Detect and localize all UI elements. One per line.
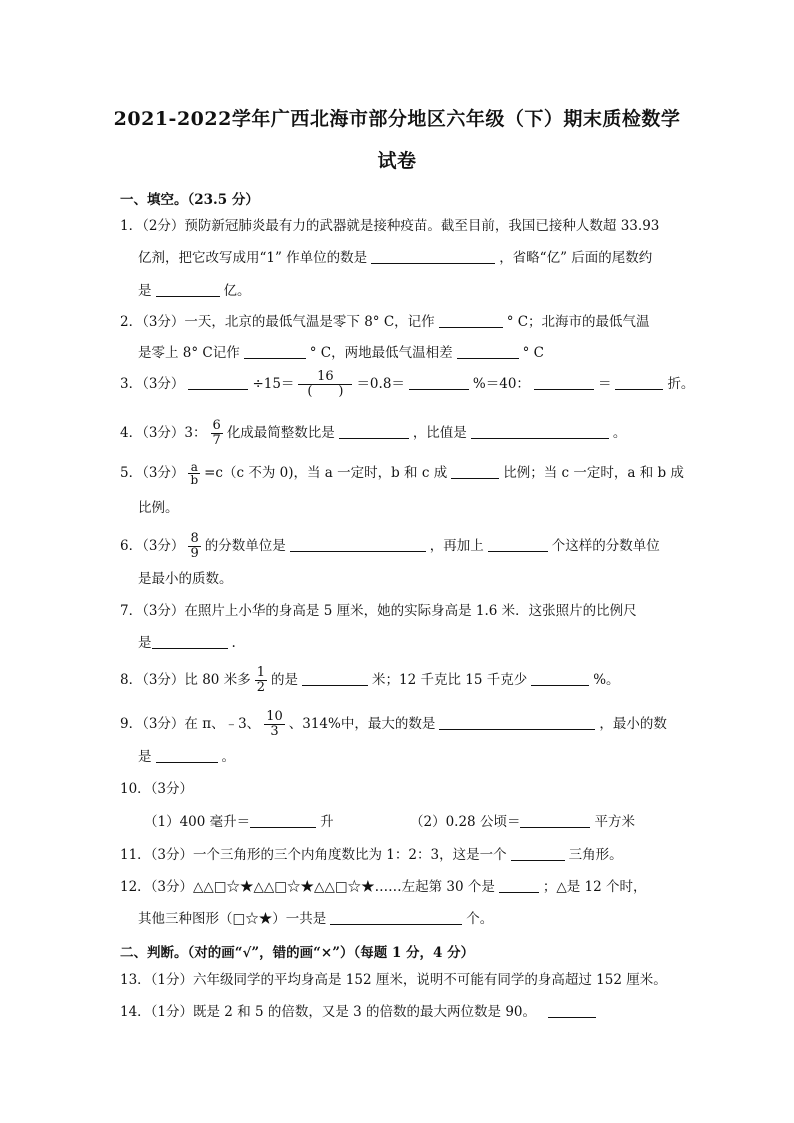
exam-title: 2021-2022学年广西北海市部分地区六年级（下）期末质检数学	[113, 108, 681, 130]
question-6-line-1: 6．（3分） $\frac{8}{9}$ 的分数单位是 ，再加上 个这样的分数单位	[120, 531, 660, 561]
fraction: $\frac{16}{( )}$	[298, 370, 352, 399]
answer-blank[interactable]	[451, 464, 499, 479]
fraction: $\frac{1}{2}$	[256, 665, 265, 695]
question-7-line-2: 是 .	[138, 635, 236, 651]
question-7-line-1: 7．（3分）在照片上小华的身高是 5 厘米，她的实际身高是 1.6 米．这张照片的比例尺	[120, 603, 637, 619]
answer-blank[interactable]	[488, 537, 548, 552]
answer-blank[interactable]	[371, 249, 495, 264]
answer-blank[interactable]	[615, 375, 663, 390]
answer-blank[interactable]	[156, 748, 218, 763]
fraction: $\frac{8}{9}$	[190, 531, 199, 561]
section-heading-fill-in: 一、填空。（23.5 分）	[120, 192, 259, 208]
answer-blank[interactable]	[511, 846, 565, 861]
answer-blank[interactable]	[250, 813, 316, 828]
answer-blank[interactable]	[330, 910, 462, 925]
question-1-line-3: 是 亿。	[138, 283, 251, 299]
question-11: 11．（3分）一个三角形的三个内角度数比为 1：2：3，这是一个 三角形。	[120, 847, 623, 863]
fraction: $\frac{a}{b}$	[190, 460, 199, 487]
answer-blank[interactable]	[409, 375, 469, 390]
question-10: 10．（3分）	[120, 781, 194, 797]
answer-blank[interactable]	[290, 537, 426, 552]
section-heading-true-false: 二、判断。（对的画“√”，错的画“×”）（每题 1 分，4 分）	[120, 945, 475, 961]
answer-blank[interactable]	[548, 1003, 596, 1018]
answer-blank[interactable]	[188, 375, 248, 390]
question-1-line-1: 1．（2分）预防新冠肺炎最有力的武器就是接种疫苗。截至目前，我国已接种人数超 33.93	[120, 218, 660, 234]
answer-blank[interactable]	[156, 282, 220, 297]
answer-blank[interactable]	[152, 634, 228, 649]
question-10-part-2: （2）0.28 公顷＝ 平方米	[410, 814, 635, 830]
answer-blank[interactable]	[457, 344, 519, 359]
question-5-line-2: 比例。	[138, 500, 179, 516]
exam-title-line2: 试卷	[377, 150, 417, 172]
answer-blank[interactable]	[439, 313, 503, 328]
fraction: $\frac{10}{3}$	[266, 709, 283, 739]
question-10-part-1: （1）400 毫升＝ 升	[144, 814, 334, 830]
question-4: 4．（3分）3： $\frac{6}{7}$ 化成最简整数比是 ，比值是 。	[120, 418, 627, 448]
answer-blank[interactable]	[531, 671, 589, 686]
question-6-line-2: 是最小的质数。	[138, 571, 233, 587]
question-2-line-1: 2．（3分）一天，北京的最低气温是零下 8° C，记作 ° C；北海市的最低气温	[120, 314, 650, 330]
answer-blank[interactable]	[439, 715, 595, 730]
question-13: 13．（1分）六年级同学的平均身高是 152 厘米，说明不可能有同学的身高超过 152 厘米。	[120, 972, 667, 988]
answer-blank[interactable]	[520, 813, 590, 828]
answer-blank[interactable]	[471, 424, 609, 439]
question-1-line-2: 亿剂，把它改写成用“1” 作单位的数是 ，省略“亿” 后面的尾数约	[138, 250, 653, 266]
question-5-line-1: 5．（3分） $\frac{a}{b}$ =c（c 不为 0)，当 a 一定时，b 和 c 成 比例；当 c 一定时，a 和 b 成	[120, 460, 684, 487]
question-9-line-1: 9．（3分）在 π、﹣3、 $\frac{10}{3}$ 、314%中，最大的数是 ，最小的数	[120, 709, 667, 739]
question-3: 3．（3分） ÷15＝ $\frac{16}{( )}$ ＝0.8＝ %＝40： ＝ 折。	[120, 369, 695, 399]
question-8: 8．（3分）比 80 米多 $\frac{1}{2}$ 的是 米；12 千克比 15 千克少 %。	[120, 665, 620, 695]
question-9-line-2: 是 。	[138, 749, 235, 765]
question-12-line-1: 12．（3分）△△□☆★△△□☆★△△□☆★……左起第 30 个是 ；△是 12 个时，	[120, 879, 647, 895]
answer-blank[interactable]	[339, 424, 409, 439]
fraction: $\frac{6}{7}$	[212, 418, 221, 448]
question-2-line-2: 是零上 8° C记作 ° C，两地最低气温相差 ° C	[138, 345, 545, 361]
answer-blank[interactable]	[534, 375, 594, 390]
answer-blank[interactable]	[244, 344, 306, 359]
answer-blank[interactable]	[302, 671, 368, 686]
answer-blank[interactable]	[499, 878, 539, 893]
question-14: 14．（1分）既是 2 和 5 的倍数，又是 3 的倍数的最大两位数是 90。	[120, 1003, 600, 1021]
question-12-line-2: 其他三种图形（□☆★）一共是 个。	[138, 911, 494, 927]
